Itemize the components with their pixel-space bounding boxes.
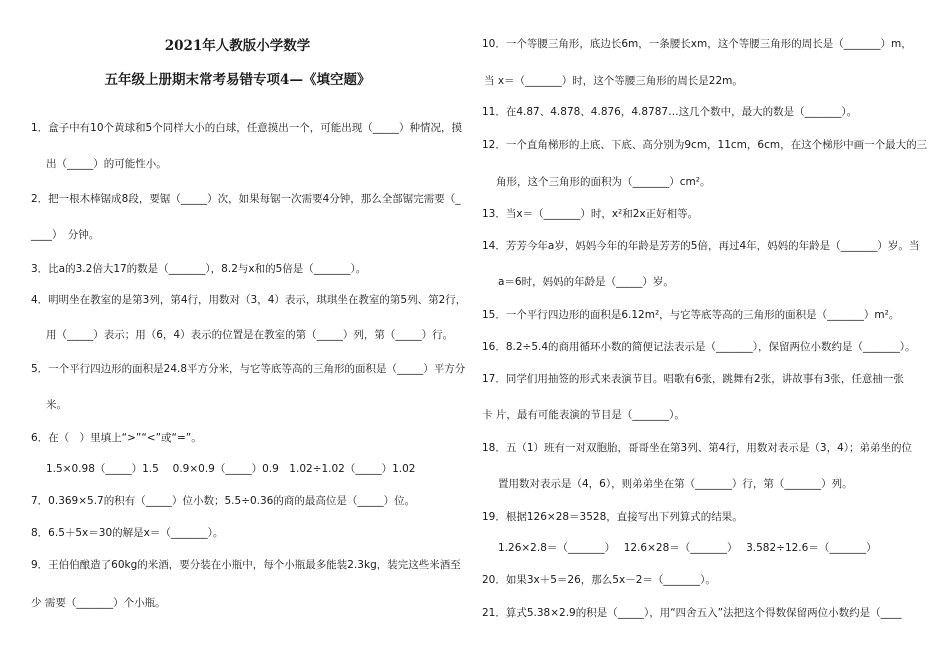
question-14-line-1: 14．芳芳今年a岁，妈妈今年的年龄是芳芳的5倍，再过4年，妈妈的年龄是（_______）岁。当 — [482, 240, 920, 252]
question-19: 19．根据126×28＝3528，直接写出下列算式的结果。 — [482, 511, 743, 523]
question-10-line-1: 10．一个等腰三角形，底边长6m，一条腰长xm，这个等腰三角形的周长是（_______）m， — [482, 38, 912, 50]
question-11: 11．在4.87̇、4.87̇8̇、4.876，4.8787…这几个数中，最大的数是（_______）。 — [482, 106, 858, 118]
question-12-line-2: 角形，这个三角形的面积为（_______）cm²。 — [496, 176, 711, 188]
question-1-line-1: 1．盒子中有10个黄球和5个同样大小的白球，任意摸出一个，可能出现（_____）种情况，摸 — [31, 122, 462, 134]
question-2-line-1: 2．把一根木棒锯成8段，要锯（_____）次，如果每锯一次需要4分钟，那么全部锯完需要（_ — [31, 193, 461, 205]
question-21: 21．算式5.38×2.9的积是（_____），用“四舍五入”法把这个得数保留两位小数约是（____ — [482, 607, 902, 619]
question-7: 7．0.369×5.7的积有（_____）位小数；5.5÷0.36的商的最高位是（_____）位。 — [31, 495, 416, 507]
question-8: 8．6.5＋5x＝30的解是x＝（_______）。 — [31, 527, 224, 539]
question-6-items: 1.5×0.98（_____）1.5 0.9×0.9（_____）0.9 1.02÷1.02（_____）1.02 — [46, 463, 416, 475]
question-15: 15．一个平行四边形的面积是6.12m²，与它等底等高的三角形的面积是（_______）m²。 — [482, 309, 900, 321]
question-10-line-2: 当 x＝（_______）时，这个等腰三角形的周长是22m。 — [484, 75, 743, 87]
question-3: 3．比a的3.2倍大17的数是（_______），8.2与x和的5倍是（_______）。 — [31, 263, 367, 275]
question-1-line-2: 出（_____）的可能性小。 — [46, 158, 167, 170]
question-9-line-2: 少 需要（_______）个小瓶。 — [31, 597, 166, 609]
question-5-line-1: 5．一个平行四边形的面积是24.8平方分米，与它等底等高的三角形的面积是（_____）平方分 — [31, 363, 466, 375]
question-13: 13．当x＝（_______）时，x²和2x正好相等。 — [482, 208, 699, 220]
question-20: 20．如果3x＋5＝26，那么5x－2＝（_______）。 — [482, 574, 716, 586]
question-18-line-2: 置用数对表示是（4，6），则弟弟坐在第（_______）行，第（_______）列。 — [498, 478, 853, 490]
question-17-line-1: 17．同学们用抽签的形式来表演节目。唱歌有6张，跳舞有2张，讲故事有3张，任意抽一张 — [482, 373, 904, 385]
question-9-line-1: 9．王伯伯酿造了60kg的米酒，要分装在小瓶中，每个小瓶最多能装2.3kg，装完这些米酒至 — [31, 559, 461, 571]
question-16: 16．8.2÷5.4的商用循环小数的简便记法表示是（_______），保留两位小数约是（_______）。 — [482, 341, 916, 353]
question-12-line-1: 12．一个直角梯形的上底、下底、高分别为9cm，11cm，6cm，在这个梯形中画一个最大的三 — [482, 139, 928, 151]
question-19-items: 1.26×2.8＝（_______） 12.6×28＝（_______） 3.582÷12.6＝（_______） — [498, 542, 877, 554]
question-4-line-2: 用（_____）表示；用（6，4）表示的位置是在教室的第（_____）列，第（_____）行。 — [46, 329, 454, 341]
document-subtitle: 五年级上册期末常考易错专项4—《填空题》 — [104, 72, 371, 88]
question-5-line-2: 米。 — [46, 399, 67, 411]
document-title: 2021年人教版小学数学 — [164, 38, 311, 54]
question-4-line-1: 4．明明坐在教室的是第3列，第4行，用数对（3，4）表示，琪琪坐在教室的第5列、第2行， — [31, 294, 467, 306]
question-14-line-2: a＝6时，妈妈的年龄是（_____）岁。 — [498, 276, 674, 288]
question-2-line-2: ____） 分钟。 — [31, 229, 100, 241]
question-17-line-2: 卡 片，最有可能表演的节目是（_______）。 — [482, 409, 685, 421]
question-6: 6．在（ ）里填上“>”“<”或“=”。 — [31, 432, 202, 444]
question-18-line-1: 18．五（1）班有一对双胞胎，哥哥坐在第3列、第4行，用数对表示是（3，4）；弟弟坐的位 — [482, 442, 913, 454]
